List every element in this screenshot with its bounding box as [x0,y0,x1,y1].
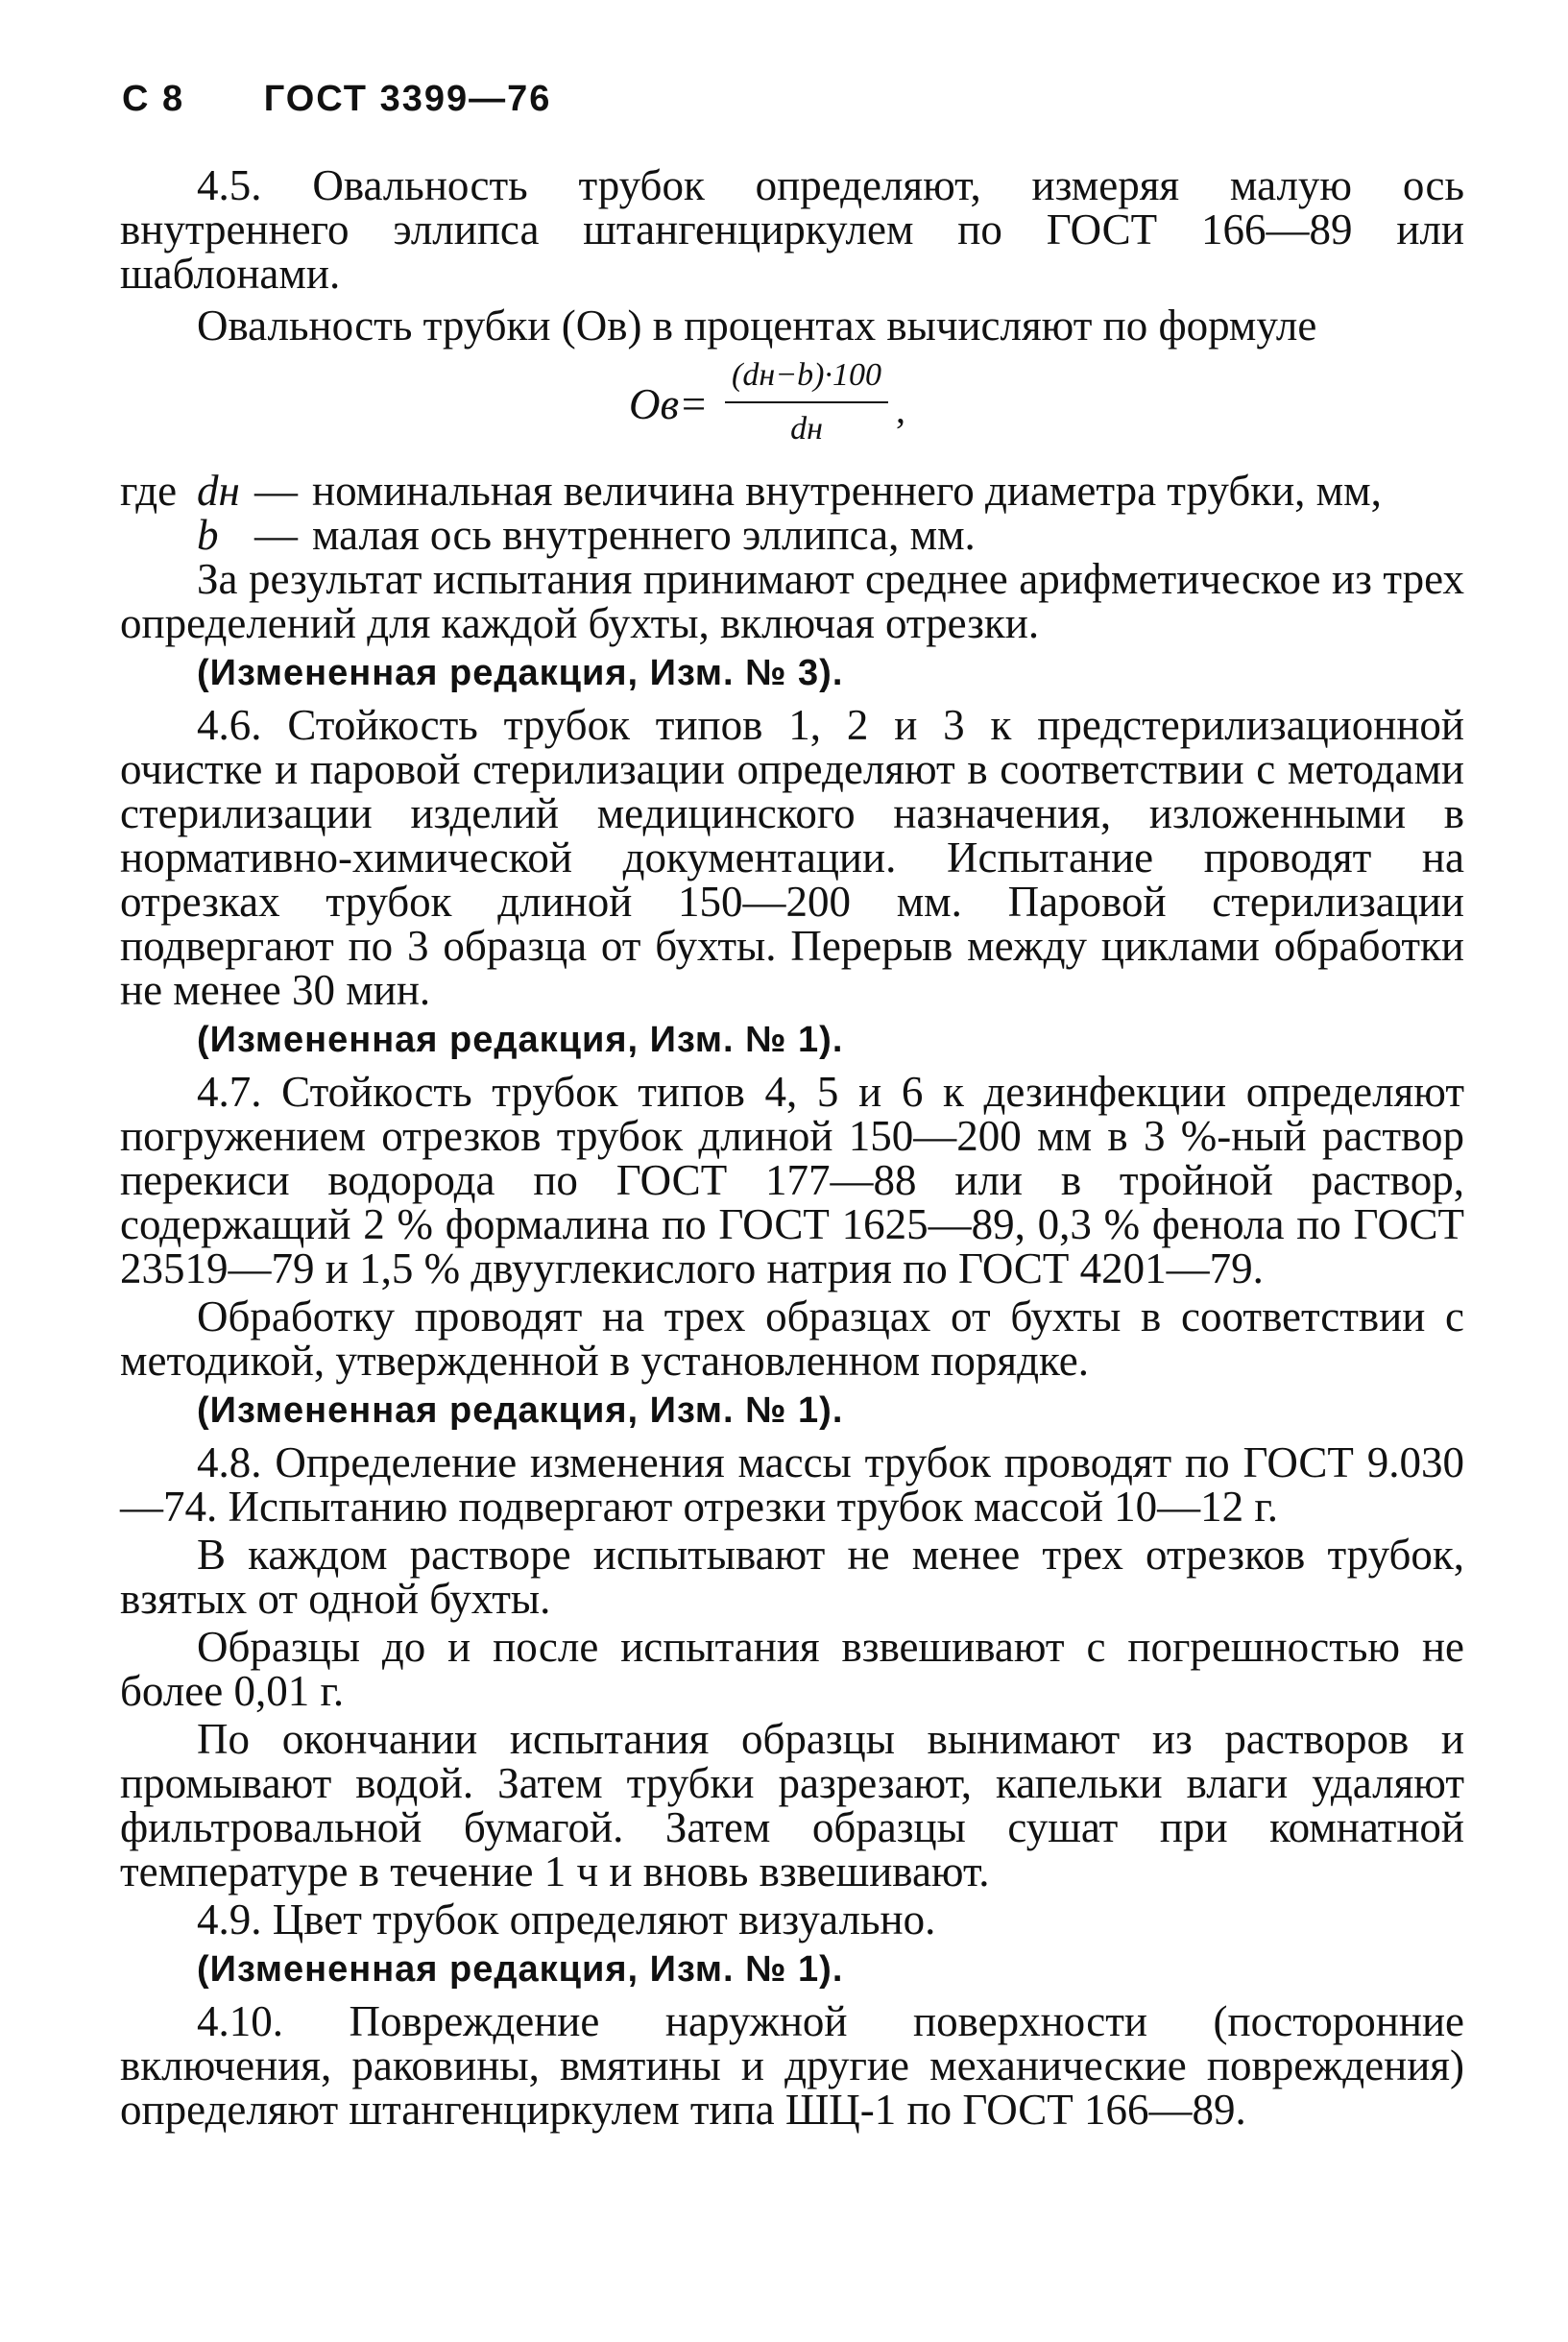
dash: — [254,511,298,559]
paragraph-4-8-solutions: В каждом растворе испытывают не менее трех отрезков трубок, взятых от одной бухты. [120,1531,1464,1623]
standard-number: ГОСТ 3399—76 [263,79,552,119]
definition-b-text: малая ось внутреннего эллипса, мм. [312,511,976,559]
paragraph-4-7-processing: Обработку проводят на трех образцах от бухты в соответствии с методикой, утвержденной в установленном порядке. [120,1292,1464,1385]
definition-b [120,513,1464,557]
paragraph-4-8: 4.8. Определение изменения массы трубок проводят по ГОСТ 9.030—74. Испытанию подвергают отрезки трубок массой 10—12 г. [120,1438,1464,1531]
definition-dn [120,469,1464,513]
ovality-formula [120,353,1464,459]
formula-lhs: Ов= [629,380,709,428]
definition-dn-text: номинальная величина внутреннего диаметра трубки, мм, [312,467,1382,515]
formula-comma: , [896,388,905,431]
amendment-note: (Измененная редакция, Изм. № 1). [197,1020,844,1060]
where-word: где [120,467,178,515]
paragraph-4-9: 4.9. Цвет трубок определяют визуально. [197,1895,936,1944]
formula-denominator: dн [790,411,823,447]
paragraph-4-10: 4.10. Повреждение наружной поверхности (посторонние включения, раковины, вмятины и другие механические повреждения) определяют штангенциркулем типа ШЦ-1 по ГОСТ 166—89. [120,1997,1464,2134]
formula-numerator: (dн−b)·100 [725,353,888,403]
amendment-note: (Измененная редакция, Изм. № 1). [197,1390,844,1431]
page-number: С 8 [122,79,185,119]
symbol-b: b [197,511,219,559]
symbol-dn: dн [197,467,240,515]
amendment-note: (Измененная редакция, Изм. № 1). [197,1949,844,1990]
paragraph-4-6: 4.6. Стойкость трубок типов 1, 2 и 3 к предстерилизационной очистке и паровой стерилизации определяют в соответствии с методами стерилизации изделий медицинского назначения, изложенными в нормативно-химической документации. Испытание проводят на отрезках трубок длиной 150—200 мм. Паровой стерилизации подвергают по 3 образца от бухты. Перерыв между циклами обработки не менее 30 мин. [120,701,1464,1014]
paragraph-4-5: 4.5. Овальность трубок определяют, измеряя малую ось внутреннего эллипса штангенциркулем по ГОСТ 166—89 или шаблонами. [120,161,1464,298]
page-header [122,79,551,120]
formula-fraction [725,353,888,451]
document-body [120,163,1464,2136]
paragraph-4-7: 4.7. Стойкость трубок типов 4, 5 и 6 к дезинфекции определяют погружением отрезков трубок длиной 150—200 мм в 3 %-ный раствор перекиси водорода по ГОСТ 177—88 или в тройной раствор, содержащий 2 % формалина по ГОСТ 1625—89, 0,3 % фенола по ГОСТ 23519—79 и 1,5 % двууглекислого натрия по ГОСТ 4201—79. [120,1068,1464,1292]
paragraph-4-8-procedure: По окончании испытания образцы вынимают из растворов и промывают водой. Затем трубки разрезают, капельки влаги удаляют фильтровальной бумагой. Затем образцы сушат при комнатной температуре в течение 1 ч и вновь взвешивают. [120,1715,1464,1895]
paragraph-4-8-weighing: Образцы до и после испытания взвешивают с погрешностью не более 0,01 г. [120,1623,1464,1715]
paragraph-result: За результат испытания принимают среднее арифметическое из трех определений для каждой бухты, включая отрезки. [120,555,1464,647]
amendment-note: (Измененная редакция, Изм. № 3). [197,653,844,693]
dash: — [254,467,298,515]
formula-intro: Овальность трубки (Ов) в процентах вычисляют по формуле [197,302,1317,350]
